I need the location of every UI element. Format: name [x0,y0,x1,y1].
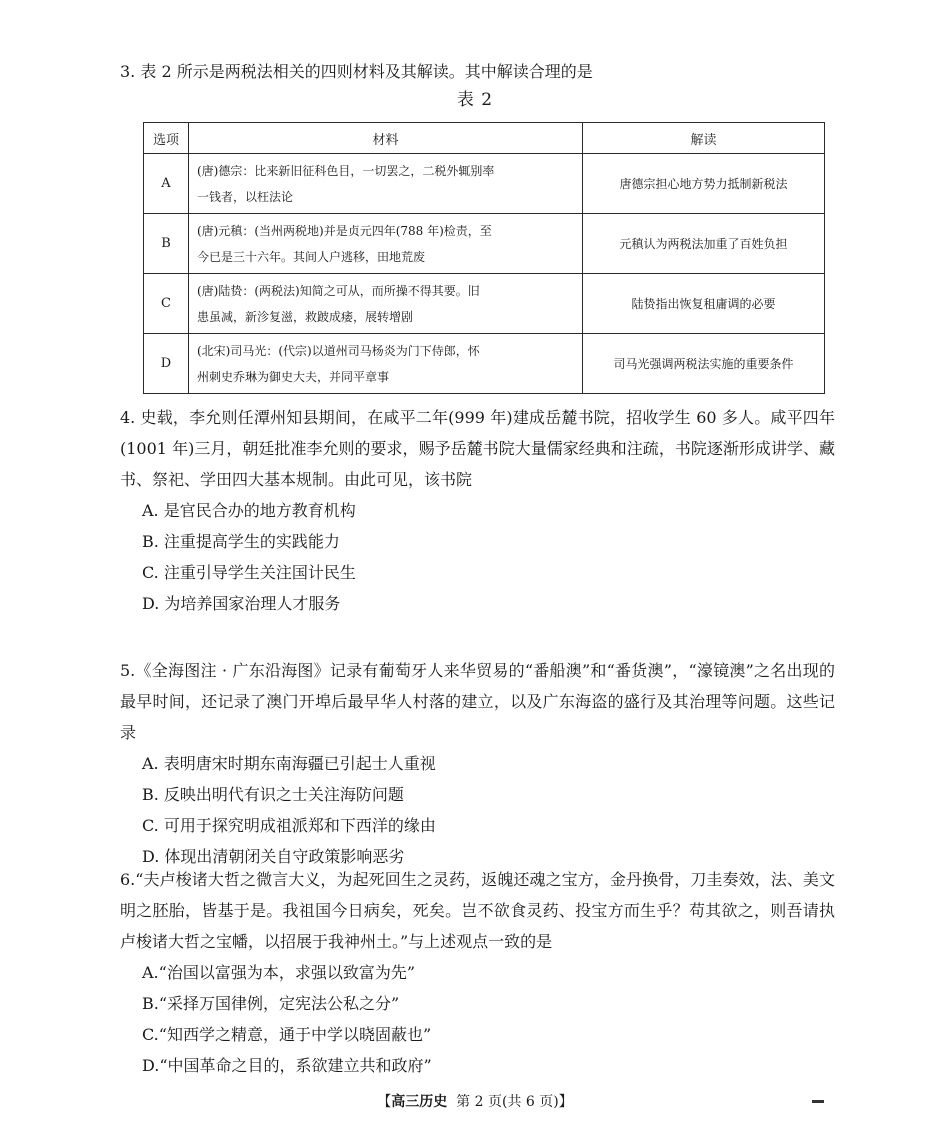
question-5-option-c: C. 可用于探究明成祖派郑和下西洋的缘由 [142,816,436,835]
footer-page-number: 第 2 页(共 6 页) [456,1094,559,1110]
footer-subject: 高三历史 [391,1094,448,1110]
question-6-option-a: A.“治国以富强为本，求强以致富为先” [142,963,416,982]
table-row [144,154,825,214]
table-cell-interpretation: 唐德宗担心地方势力抵制新税法 [583,154,825,214]
table-cell-material [189,154,583,214]
table-row [144,214,825,274]
question-4 [120,402,835,619]
material-line: (唐)德宗：比来新旧征科色目，一切罢之，二税外辄别率 [197,163,495,178]
material-line: (唐)陆贽：(两税法)知简之可从，而所操不得其要。旧 [197,283,480,298]
table-cell-interpretation: 元稹认为两税法加重了百姓负担 [583,214,825,274]
footer-bracket-close: 】 [558,1094,573,1110]
question-4-option-d: D. 为培养国家治理人才服务 [142,594,341,613]
question-6-option-b: B.“采择万国律例，定宪法公私之分” [142,994,400,1013]
question-5-stem: 5.《全海图注 · 广东沿海图》记录有葡萄牙人来华贸易的“番船澳”和“番货澳”，“濠镜澳”之名出现的最早时间，还记录了澳门开埠后最早华人村落的建立，以及广东海盗的盛行及其治理等问题。这些记录 [120,661,835,742]
table-2-title: 表 2 [456,90,494,110]
material-line: 今已是三十六年。其间人户逃移，田地荒废 [197,249,426,264]
footer-bracket-open: 【 [377,1094,392,1110]
question-5-option-d: D. 体现出清朝闭关自守政策影响恶劣 [142,847,405,866]
question-3-stem: 3. 表 2 所示是两税法相关的四则材料及其解读。其中解读合理的是 [120,62,593,81]
question-3 [120,56,835,87]
question-6-option-d: D.“中国革命之目的，系欲建立共和政府” [142,1056,432,1075]
table-header-interpretation: 解读 [583,123,825,154]
table-header-material: 材料 [189,123,583,154]
table-2 [143,122,825,394]
material-line: (北宋)司马光：(代宗)以道州司马杨炎为门下侍郎，怀 [197,343,480,358]
question-4-option-a: A. 是官民合办的地方教育机构 [142,501,356,520]
table-cell-option: B [144,214,189,274]
material-line: 州刺史乔琳为御史大夫，并同平章事 [197,369,390,384]
corner-mark [812,1100,824,1103]
question-4-option-c: C. 注重引导学生关注国计民生 [142,563,356,582]
table-header-option: 选项 [144,123,189,154]
page-footer [0,1092,950,1112]
table-cell-material [189,214,583,274]
table-cell-material [189,334,583,394]
material-line: (唐)元稹：(当州两税地)并是贞元四年(788 年)检责，至 [197,223,492,238]
question-6-stem: 6.“夫卢梭诸大哲之微言大义，为起死回生之灵药，返魄还魂之宝方，金丹换骨，刀圭奏效，法、美文明之胚胎，皆基于是。我祖国今日病矣，死矣。岂不欲食灵药、投宝方而生乎？苟其欲之，则吾请执卢梭诸大哲之宝幡，以招展于我神州土。”与上述观点一致的是 [120,870,835,951]
question-5-option-b: B. 反映出明代有识之士关注海防问题 [142,785,404,804]
material-line: 患虽减，新沴复滋，救跛成痿，展转增剧 [197,309,414,324]
table-cell-option: C [144,274,189,334]
question-4-stem: 4. 史载，李允则任潭州知县期间，在咸平二年(999 年)建成岳麓书院，招收学生 60 多人。咸平四年(1001 年)三月，朝廷批准李允则的要求，赐予岳麓书院大量儒家经典和注疏，书院逐渐形成讲学、藏书、祭祀、学田四大基本规制。由此可见，该书院 [120,408,835,489]
table-row [144,274,825,334]
question-6 [120,864,835,1081]
table-row [144,334,825,394]
table-cell-interpretation: 陆贽指出恢复租庸调的必要 [583,274,825,334]
question-5-option-a: A. 表明唐宋时期东南海疆已引起士人重视 [142,754,436,773]
question-5 [120,655,835,872]
table-cell-interpretation: 司马光强调两税法实施的重要条件 [583,334,825,394]
question-6-option-c: C.“知西学之精意，通于中学以晓固蔽也” [142,1025,432,1044]
material-line: 一钱者，以枉法论 [197,189,294,204]
table-header-row [144,123,825,154]
table-cell-option: A [144,154,189,214]
table-cell-option: D [144,334,189,394]
table-cell-material [189,274,583,334]
question-4-option-b: B. 注重提高学生的实践能力 [142,532,340,551]
